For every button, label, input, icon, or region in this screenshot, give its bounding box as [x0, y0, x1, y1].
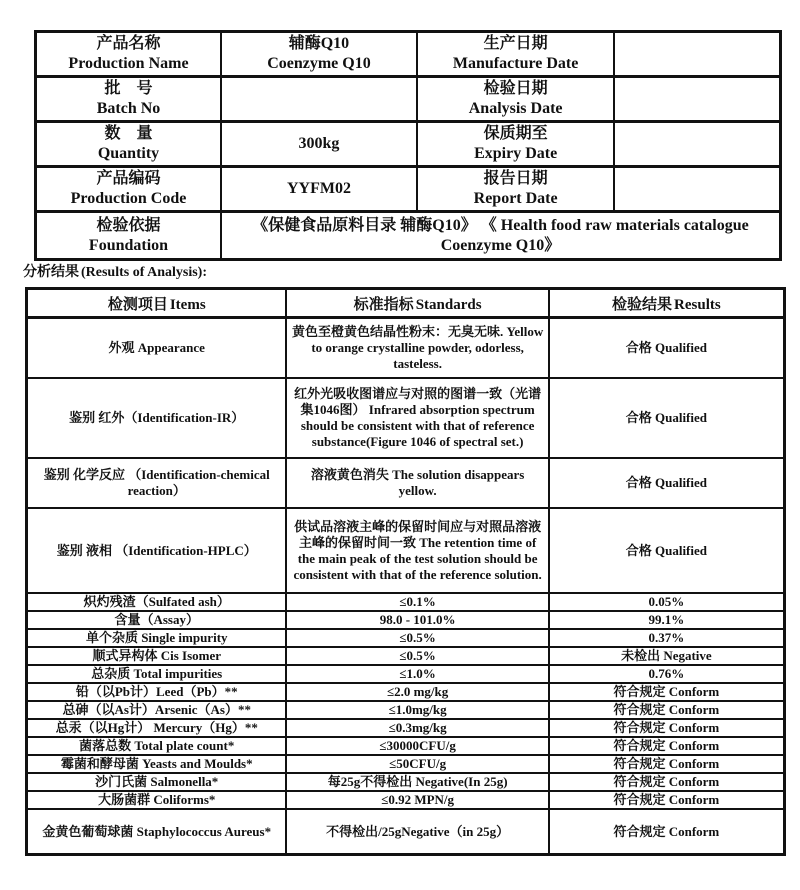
foundation-row [36, 212, 781, 260]
standard-cell: ≤30000CFU/g [286, 737, 548, 755]
label-zh: 检验日期 [483, 80, 548, 97]
header-zh: 检验结果 [612, 295, 673, 313]
sulfated-ash-row [27, 593, 785, 611]
item-cell: 霉菌和酵母菌 Yeasts and Moulds* [27, 755, 287, 773]
cis-isomer-row [27, 647, 785, 665]
standard-cell: ≤0.5% [286, 629, 548, 647]
product-info-table [34, 30, 782, 261]
single-impurity-row [27, 629, 785, 647]
label-en: Manufacture Date [452, 55, 579, 72]
info-label-cell [417, 77, 614, 122]
result-cell: 符合规定 Conform [549, 755, 785, 773]
item-cell: 鉴别 化学反应 （Identification-chemical reaction） [27, 458, 287, 508]
result-cell: 99.1% [549, 611, 785, 629]
item-cell: 菌落总数 Total plate count* [27, 737, 287, 755]
product-name-row [36, 32, 781, 77]
result-cell: 0.37% [549, 629, 785, 647]
standard-cell: ≤2.0 mg/kg [286, 683, 548, 701]
label-en: Production Code [70, 190, 187, 207]
info-value-cell-empty [614, 167, 780, 212]
coliforms-row [27, 791, 785, 809]
result-cell: 符合规定 Conform [549, 737, 785, 755]
item-cell: 炽灼残渣（Sulfated ash） [27, 593, 287, 611]
standard-cell: ≤1.0mg/kg [286, 701, 548, 719]
label-zh: 数 量 [104, 125, 153, 142]
foundation-value-cell: 《保健食品原料目录 辅酶Q10》 《 Health food raw materials catalogue Coenzyme Q10》 [221, 212, 781, 260]
label-en: Expiry Date [474, 145, 558, 162]
items-column-header [27, 289, 287, 318]
standard-cell: ≤0.5% [286, 647, 548, 665]
label-en: Foundation [88, 236, 169, 254]
info-value-cell-empty [614, 77, 780, 122]
item-cell: 铅（以Pb计）Leed（Pb）** [27, 683, 287, 701]
item-cell: 总砷（以As计）Arsenic（As）** [27, 701, 287, 719]
info-value-cell-empty [614, 32, 780, 77]
result-cell: 符合规定 Conform [549, 791, 785, 809]
info-label-cell [36, 77, 222, 122]
info-label-cell [36, 167, 222, 212]
standard-cell: ≤0.3mg/kg [286, 719, 548, 737]
standard-cell: ≤1.0% [286, 665, 548, 683]
result-cell: 合格 Qualified [549, 318, 785, 379]
item-cell: 外观 Appearance [27, 318, 287, 379]
standard-cell: ≤0.92 MPN/g [286, 791, 548, 809]
standards-column-header [286, 289, 548, 318]
label-zh: 生产日期 [483, 35, 548, 52]
result-cell: 符合规定 Conform [549, 683, 785, 701]
identification-ir-row [27, 378, 785, 458]
item-cell: 总杂质 Total impurities [27, 665, 287, 683]
header-zh: 标准指标 [353, 295, 414, 313]
header-zh: 检测项目 [107, 295, 168, 313]
item-cell: 沙门氏菌 Salmonella* [27, 773, 287, 791]
info-label-cell [36, 32, 222, 77]
value-line1: 300kg [298, 135, 340, 152]
standard-cell: 黄色至橙黄色结晶性粉末：无臭无味. Yellow to orange crystalline powder, odorless, tasteless. [286, 318, 548, 379]
info-label-cell [36, 212, 222, 260]
info-value-cell-empty [221, 77, 417, 122]
result-cell: 合格 Qualified [549, 508, 785, 593]
info-label-cell [417, 32, 614, 77]
item-cell: 鉴别 液相 （Identification-HPLC） [27, 508, 287, 593]
analysis-header-row [27, 289, 785, 318]
identification-hplc-row [27, 508, 785, 593]
label-en: Batch No [96, 100, 161, 117]
appearance-row [27, 318, 785, 379]
standard-cell: 不得检出/25gNegative（in 25g） [286, 809, 548, 855]
arsenic-row [27, 701, 785, 719]
label-zh: 产品名称 [96, 35, 161, 52]
production-code-row [36, 167, 781, 212]
lead-row [27, 683, 785, 701]
result-cell: 符合规定 Conform [549, 701, 785, 719]
standard-cell: 溶液黄色消失 The solution disappears yellow. [286, 458, 548, 508]
label-zh: 报告日期 [483, 170, 548, 187]
standard-cell: ≤50CFU/g [286, 755, 548, 773]
standard-cell: 98.0 - 101.0% [286, 611, 548, 629]
label-zh: 检验依据 [96, 216, 161, 234]
item-cell: 金黄色葡萄球菌 Staphylococcus Aureus* [27, 809, 287, 855]
results-column-header [549, 289, 785, 318]
result-cell: 未检出 Negative [549, 647, 785, 665]
header-en: Items [169, 296, 206, 313]
result-cell: 0.05% [549, 593, 785, 611]
item-cell: 含量（Assay） [27, 611, 287, 629]
quantity-row [36, 122, 781, 167]
standard-cell: 每25g不得检出 Negative(In 25g) [286, 773, 548, 791]
value-line1: 辅酶Q10 [288, 35, 350, 52]
info-label-cell [417, 122, 614, 167]
result-cell: 合格 Qualified [549, 458, 785, 508]
info-value-cell-empty [614, 122, 780, 167]
heading-en: (Results of Analysis): [81, 265, 208, 280]
standard-cell: ≤0.1% [286, 593, 548, 611]
info-value-cell [221, 122, 417, 167]
item-cell: 鉴别 红外（Identification-IR） [27, 378, 287, 458]
value-line1: YYFM02 [286, 180, 351, 197]
assay-row [27, 611, 785, 629]
batch-no-row [36, 77, 781, 122]
info-value-cell [221, 32, 417, 77]
heading-zh: 分析结果 [23, 263, 79, 279]
header-en: Standards [415, 296, 482, 313]
label-zh: 保质期至 [483, 125, 548, 142]
analysis-results-table [25, 287, 786, 856]
info-value-cell [221, 167, 417, 212]
mercury-row [27, 719, 785, 737]
total-plate-count-row [27, 737, 785, 755]
standard-cell: 红外光吸收图谱应与对照的图谱一致（光谱集1046图） Infrared absorption spectrum should be consistent with that of reference substance(Figure 1046 of spectral set.) [286, 378, 548, 458]
identification-chemical-row [27, 458, 785, 508]
yeasts-moulds-row [27, 755, 785, 773]
result-cell: 符合规定 Conform [549, 719, 785, 737]
salmonella-row [27, 773, 785, 791]
label-en: Production Name [68, 55, 189, 72]
info-label-cell [36, 122, 222, 167]
label-en: Report Date [473, 190, 558, 207]
label-en: Quantity [97, 145, 160, 162]
total-impurities-row [27, 665, 785, 683]
result-cell: 符合规定 Conform [549, 809, 785, 855]
result-cell: 合格 Qualified [549, 378, 785, 458]
staphylococcus-row [27, 809, 785, 855]
item-cell: 大肠菌群 Coliforms* [27, 791, 287, 809]
info-label-cell [417, 167, 614, 212]
item-cell: 总汞（以Hg计） Mercury（Hg）** [27, 719, 287, 737]
label-zh: 批 号 [104, 80, 153, 97]
label-zh: 产品编码 [96, 170, 161, 187]
analysis-section-heading [23, 261, 207, 281]
header-en: Results [674, 296, 721, 313]
standard-cell: 供试品溶液主峰的保留时间应与对照品溶液主峰的保留时间一致 The retention time of the main peak of the test solution should be consistent with that of the reference solution. [286, 508, 548, 593]
label-en: Analysis Date [468, 100, 563, 117]
value-line2: Coenzyme Q10 [267, 55, 371, 72]
result-cell: 符合规定 Conform [549, 773, 785, 791]
result-cell: 0.76% [549, 665, 785, 683]
item-cell: 单个杂质 Single impurity [27, 629, 287, 647]
item-cell: 顺式异构体 Cis Isomer [27, 647, 287, 665]
